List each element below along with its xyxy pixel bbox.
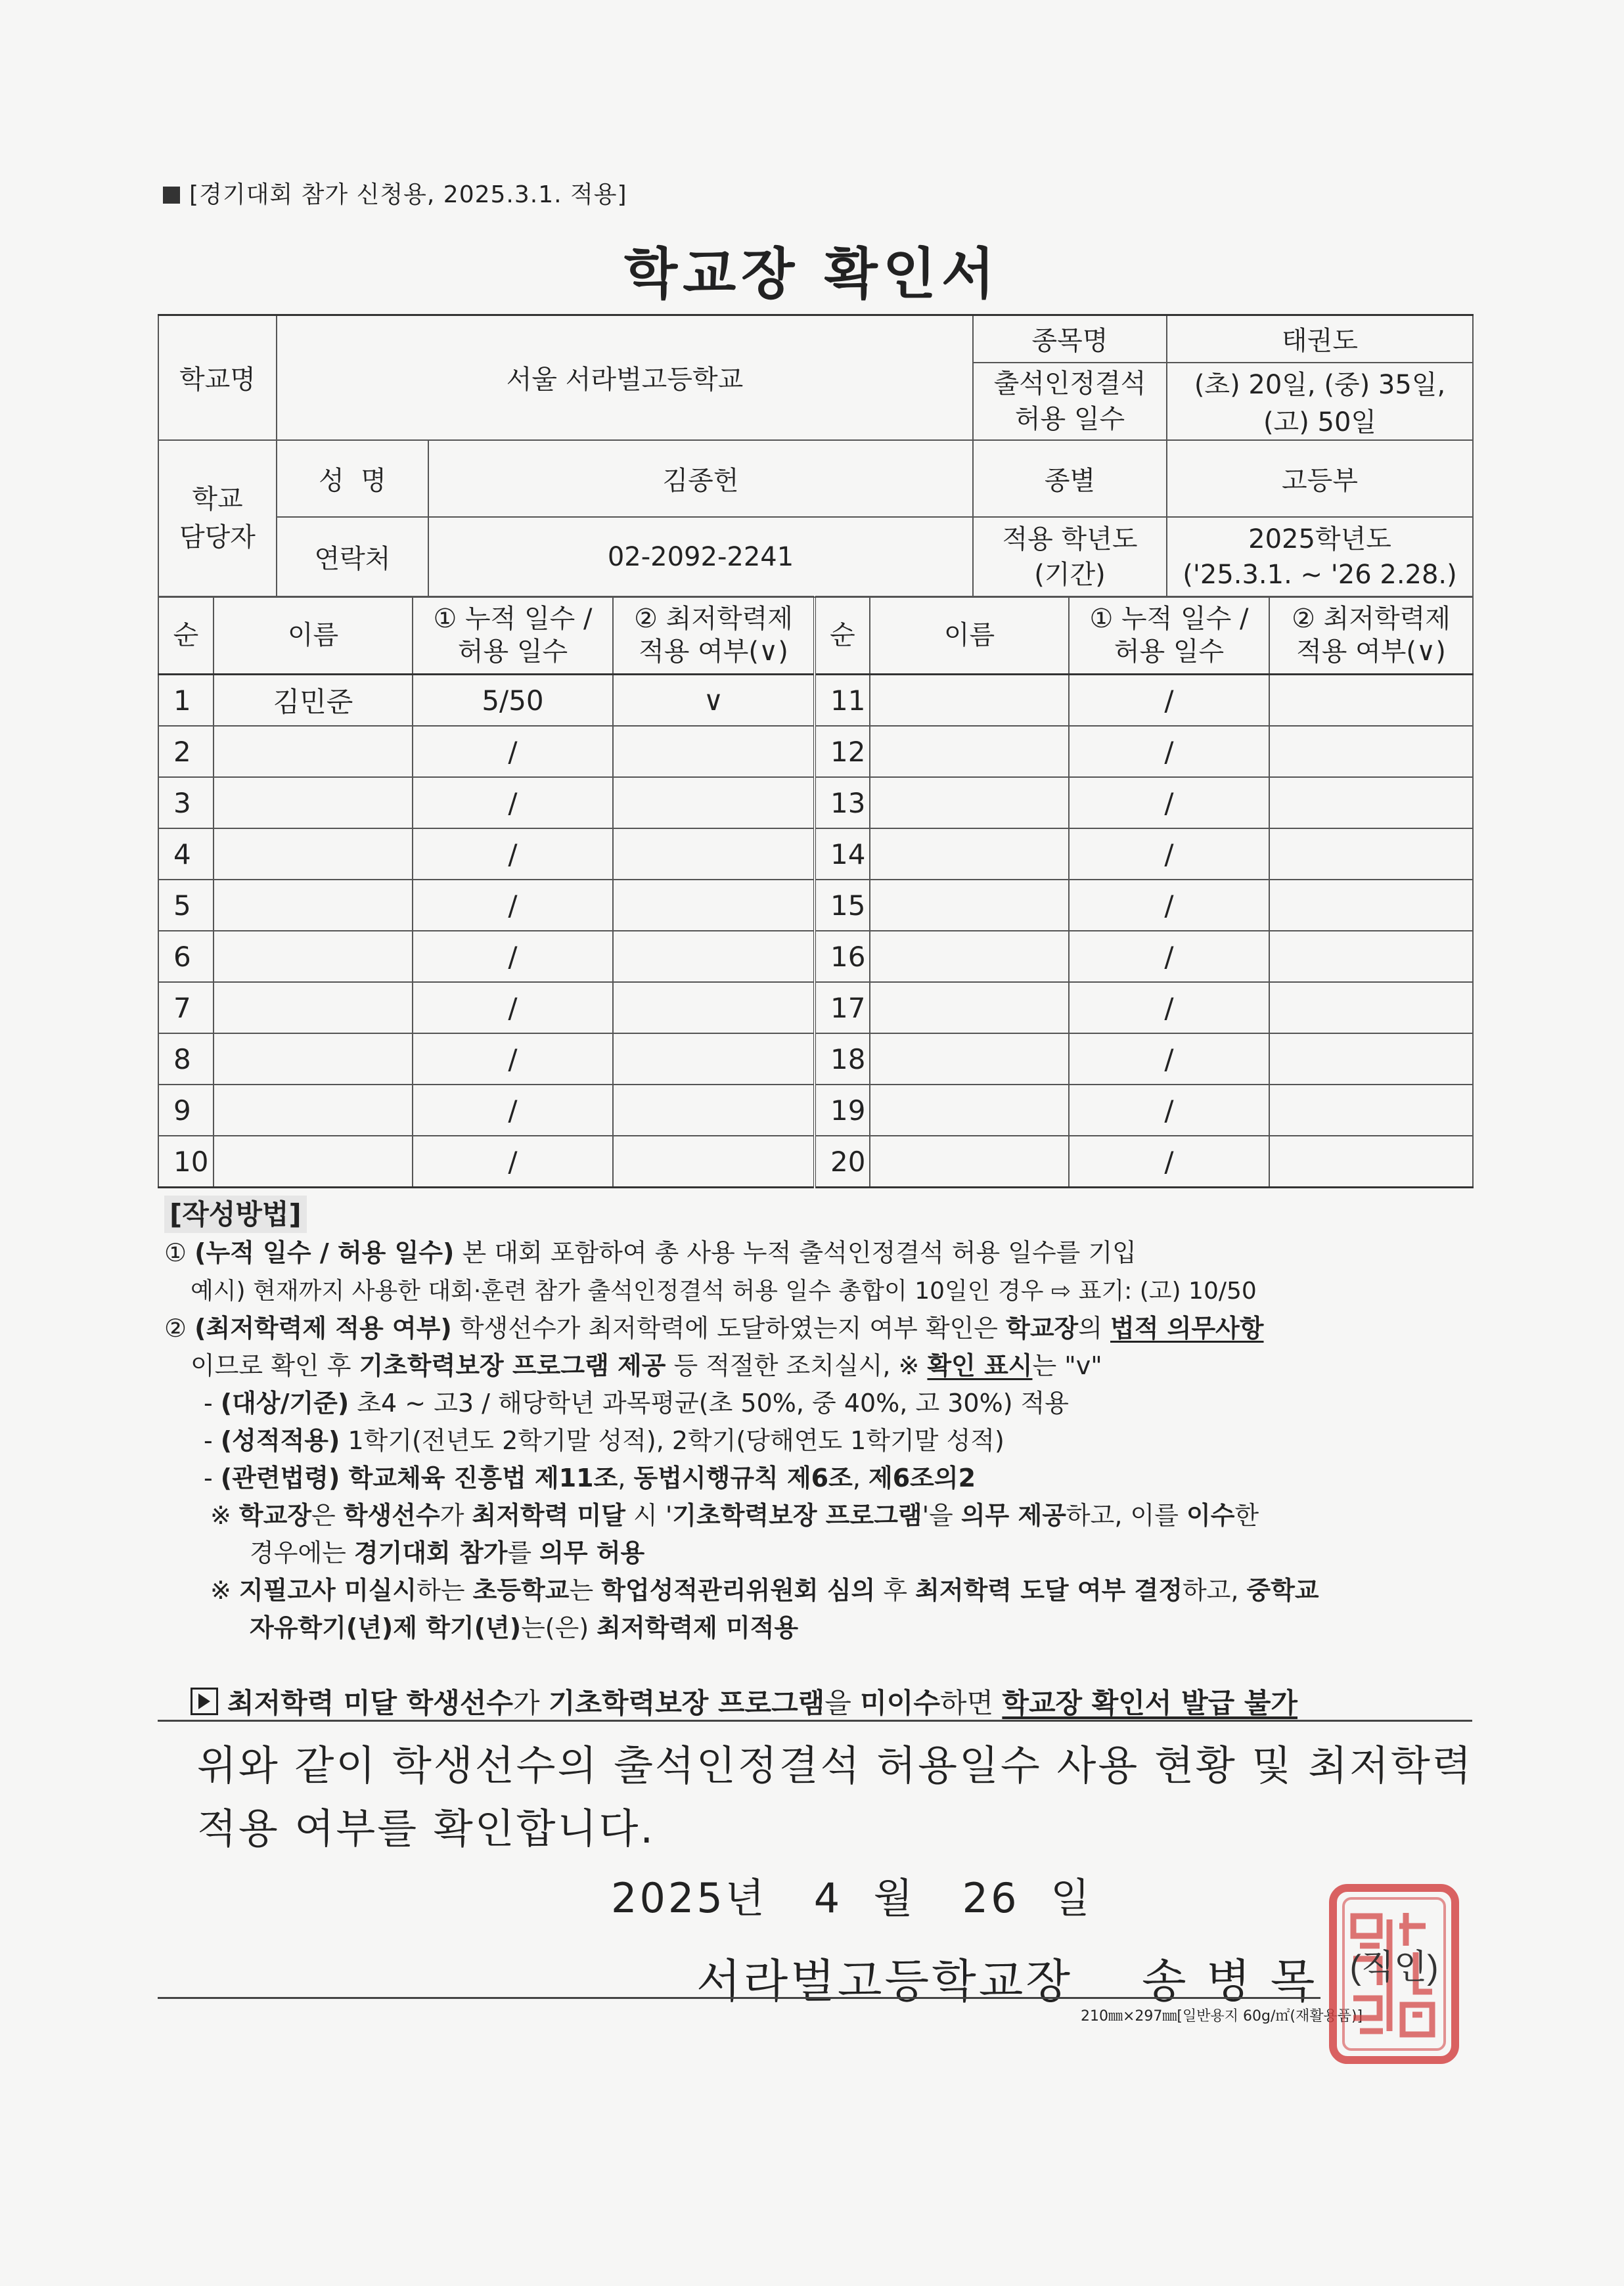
school-name-label: 학교명: [158, 315, 277, 440]
student-name: [870, 1136, 1069, 1188]
arrow-box-icon: [191, 1688, 218, 1715]
row-number: 13: [815, 777, 870, 828]
instruction-grade-apply: - (성적적용) 1학기(전년도 2학기말 성적), 2학기(당해연도 1학기말 성적): [204, 1426, 1004, 1455]
divider-line: [158, 1720, 1472, 1722]
note-principal-cont: 경우에는 경기대회 참가를 의무 허용: [250, 1538, 645, 1567]
cumulative-days: /: [1069, 828, 1269, 880]
cumulative-days: /: [413, 1033, 613, 1085]
cumulative-days: /: [1069, 880, 1269, 931]
row-number: 20: [815, 1136, 870, 1188]
cumulative-days: /: [413, 982, 613, 1033]
student-name: [870, 931, 1069, 982]
min-achievement-check: [613, 726, 815, 777]
min-achievement-check: [1269, 675, 1473, 727]
student-name: [870, 828, 1069, 880]
col-days-header: ① 누적 일수 / 허용 일수: [1069, 596, 1269, 675]
table-row: [158, 1033, 1473, 1085]
student-name: [870, 880, 1069, 931]
col-no-header: 순: [815, 596, 870, 675]
col-name-header: 이름: [214, 596, 413, 675]
table-row: [158, 1136, 1473, 1188]
col-days-header: ① 누적 일수 / 허용 일수: [413, 596, 613, 675]
category-value: 고등부: [1167, 440, 1473, 517]
student-name: [214, 880, 413, 931]
issuance-warning: 최저학력 미달 학생선수가 기초학력보장 프로그램을 미이수하면 학교장 확인서 발급 불가: [191, 1682, 1297, 1721]
note-elementary: ※ 지필고사 미실시하는 초등학교는 학업성적관리위원회 심의 후 최저학력 도달 여부 결정하고, 중학교: [210, 1576, 1319, 1605]
row-number: 14: [815, 828, 870, 880]
min-achievement-check: [613, 880, 815, 931]
cumulative-days: /: [413, 828, 613, 880]
page-title: 학교장 확인서: [623, 242, 1001, 306]
row-number: 18: [815, 1033, 870, 1085]
manager-name-label: 성 명: [277, 440, 428, 517]
instruction-2-cont: 이므로 확인 후 기초학력보장 프로그램 제공 등 적절한 조치실시, ※ 확인 표시는 "v": [191, 1351, 1102, 1380]
row-number: 11: [815, 675, 870, 727]
instruction-target: - (대상/기준) 초4 ~ 고3 / 해당학년 과목평균(초 50%, 중 40%, 고 30%) 적용: [204, 1389, 1070, 1418]
table-row: [158, 726, 1473, 777]
min-achievement-check: [1269, 1136, 1473, 1188]
row-number: 19: [815, 1085, 870, 1136]
paper-spec: 210㎜×297㎜[일반용지 60g/㎡(재활용품)]: [1081, 2008, 1363, 2025]
min-achievement-check: [613, 1033, 815, 1085]
min-achievement-check: [613, 1136, 815, 1188]
table-row: [158, 982, 1473, 1033]
square-bullet-icon: [163, 187, 180, 204]
category-label: 종별: [973, 440, 1167, 517]
student-name: [870, 675, 1069, 727]
school-name-value: 서울 서라벌고등학교: [277, 315, 973, 440]
academic-year-value: 2025학년도 ('25.3.1. ~ '26 2.28.): [1167, 517, 1473, 597]
cumulative-days: /: [413, 880, 613, 931]
student-name: [870, 1085, 1069, 1136]
official-seal: [1324, 1880, 1464, 2071]
student-list-table: [158, 596, 1474, 1188]
min-achievement-check: [613, 828, 815, 880]
cumulative-days: /: [1069, 1136, 1269, 1188]
row-number: 9: [158, 1085, 214, 1136]
student-name: [870, 1033, 1069, 1085]
min-achievement-check: [1269, 931, 1473, 982]
instruction-1: ① (누적 일수 / 허용 일수) 본 대회 포함하여 총 사용 누적 출석인정결석 허용 일수를 기입: [164, 1238, 1137, 1267]
min-achievement-check: [1269, 880, 1473, 931]
min-achievement-check: [1269, 1033, 1473, 1085]
note-principal: ※ 학교장은 학생선수가 최저학력 미달 시 '기초학력보장 프로그램'을 의무 제공하고, 이를 이수한: [210, 1501, 1259, 1530]
allowed-days-value: (초) 20일, (중) 35일, (고) 50일: [1167, 363, 1473, 440]
student-name: [214, 777, 413, 828]
row-number: 2: [158, 726, 214, 777]
bottom-rule: [158, 1997, 1320, 1999]
student-name: [214, 828, 413, 880]
sport-value: 태권도: [1167, 315, 1473, 363]
cumulative-days: /: [413, 931, 613, 982]
sport-label: 종목명: [973, 315, 1167, 363]
table-row: [158, 828, 1473, 880]
cumulative-days: /: [1069, 1085, 1269, 1136]
table-row: [158, 931, 1473, 982]
academic-year-label: 적용 학년도 (기간): [973, 517, 1167, 597]
confirmation-statement: 위와 같이 학생선수의 출석인정결석 허용일수 사용 현황 및 최저학력 적용 여부를 확인합니다.: [197, 1741, 1474, 1852]
student-name: [214, 1085, 413, 1136]
allowed-days-label: 출석인정결석 허용 일수: [973, 363, 1167, 440]
col-no-header: 순: [158, 596, 214, 675]
table-row: [158, 777, 1473, 828]
table-row: [158, 880, 1473, 931]
contact-label: 연락처: [277, 517, 428, 597]
cumulative-days: /: [413, 1085, 613, 1136]
min-achievement-check: [1269, 1085, 1473, 1136]
school-info-table: [158, 314, 1474, 598]
instruction-1-example: 예시) 현재까지 사용한 대회·훈련 참가 출석인정결석 허용 일수 총합이 10일인 경우 ⇨ 표기: (고) 10/50: [191, 1278, 1257, 1305]
student-name: [870, 777, 1069, 828]
instruction-law: - (관련법령) 학교체육 진흥법 제11조, 동법시행규칙 제6조, 제6조의2: [204, 1464, 976, 1492]
student-name: [214, 931, 413, 982]
manager-name-value: 김종헌: [428, 440, 973, 517]
min-achievement-check: ∨: [613, 675, 815, 727]
form-type-note: [경기대회 참가 신청용, 2025.3.1. 적용]: [163, 176, 627, 210]
student-name: [214, 982, 413, 1033]
cumulative-days: /: [413, 777, 613, 828]
table-row: [158, 675, 1473, 727]
min-achievement-check: [613, 931, 815, 982]
instruction-2: ② (최저학력제 적용 여부) 학생선수가 최저학력에 도달하였는지 여부 확인은 학교장의 법적 의무사항: [164, 1314, 1264, 1343]
student-name: [214, 1033, 413, 1085]
table-header-row: [158, 596, 1473, 675]
cumulative-days: 5/50: [413, 675, 613, 727]
student-name: 김민준: [214, 675, 413, 727]
student-name: [214, 1136, 413, 1188]
min-achievement-check: [1269, 982, 1473, 1033]
min-achievement-check: [613, 777, 815, 828]
col-min-header: ② 최저학력제 적용 여부(∨): [613, 596, 815, 675]
row-number: 16: [815, 931, 870, 982]
issue-date: 2025년 4 월 26 일: [611, 1874, 1093, 1922]
student-name: [870, 982, 1069, 1033]
cumulative-days: /: [1069, 726, 1269, 777]
col-min-header: ② 최저학력제 적용 여부(∨): [1269, 596, 1473, 675]
min-achievement-check: [1269, 777, 1473, 828]
min-achievement-check: [1269, 828, 1473, 880]
min-achievement-check: [613, 982, 815, 1033]
contact-value: 02-2092-2241: [428, 517, 973, 597]
min-achievement-check: [613, 1085, 815, 1136]
cumulative-days: /: [413, 1136, 613, 1188]
principal-signature: 서라벌고등학교장 송 병 목: [696, 1954, 1318, 2008]
instructions-section: [164, 1196, 1472, 1647]
row-number: 10: [158, 1136, 214, 1188]
col-name-header: 이름: [870, 596, 1069, 675]
student-name: [870, 726, 1069, 777]
note-elementary-cont: 자유학기(년)제 학기(년)는(은) 최저학력제 미적용: [250, 1613, 799, 1642]
cumulative-days: /: [1069, 675, 1269, 727]
row-number: 7: [158, 982, 214, 1033]
cumulative-days: /: [1069, 982, 1269, 1033]
school-manager-label: 학교 담당자: [158, 440, 277, 597]
student-name: [214, 726, 413, 777]
min-achievement-check: [1269, 726, 1473, 777]
row-number: 5: [158, 880, 214, 931]
instructions-heading: [작성방법]: [164, 1196, 307, 1233]
cumulative-days: /: [413, 726, 613, 777]
row-number: 3: [158, 777, 214, 828]
table-row: [158, 1085, 1473, 1136]
row-number: 1: [158, 675, 214, 727]
row-number: 15: [815, 880, 870, 931]
row-number: 8: [158, 1033, 214, 1085]
cumulative-days: /: [1069, 777, 1269, 828]
cumulative-days: /: [1069, 1033, 1269, 1085]
row-number: 12: [815, 726, 870, 777]
row-number: 4: [158, 828, 214, 880]
row-number: 6: [158, 931, 214, 982]
cumulative-days: /: [1069, 931, 1269, 982]
row-number: 17: [815, 982, 870, 1033]
seal-label: (직인): [1349, 1948, 1439, 1986]
